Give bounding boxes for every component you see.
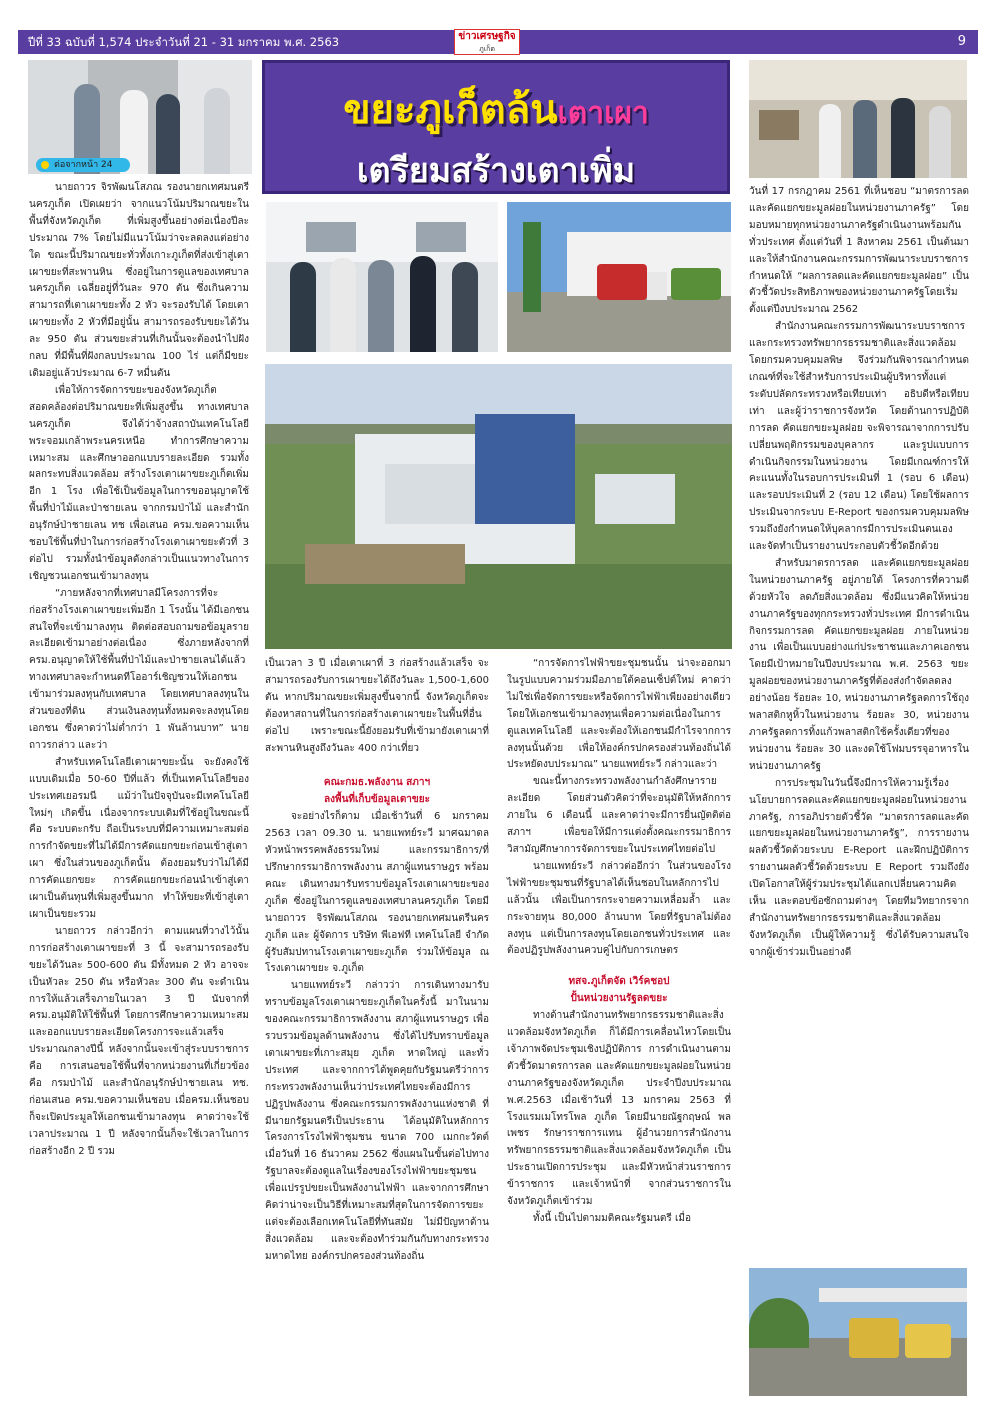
paragraph: ขณะนี้ทางกระทรวงพลังงานกำลังศึกษารายละเอียด โดยส่วนตัวคิดว่าที่จะอนุมัติให้หลักการภายใน 6 เดือนนี้ และคาดว่าจะมีการยื่นญัตติต่อสภาฯ เพื่อขอให้มีการแต่งตั้งคณะกรรมาธิการวิสามัญศึกษาการจัดการขยะในประเทศไทยต่อไป [507,776,731,855]
headline-line2: เตรียมสร้างเตาเพิ่ม [356,151,636,191]
photo-trucks-station [749,1268,967,1396]
paragraph: วันที่ 17 กรกฎาคม 2561 ที่เห็นชอบ “มาตรการลด และคัดแยกขยะมูลฝอยในหน่วยงานภาครัฐ” โดยมอบหมายทุกหน่วยงานภาครัฐดำเนินงานพร้อมกันทั่วประเทศ ตั้งแต่วันที่ 1 สิงหาคม 2561 เป็นต้นมา และให้สำนักงานคณะกรรมการพัฒนาระบบราชการกำหนดให้ “ผลการลดและคัดแยกขยะมูลฝอย” เป็นตัวชี้วัดประสิทธิภาพของหน่วยงานภาครัฐโดยเริ่มตั้งแต่ปีงบประมาณ 2562 [749,186,969,316]
photo-meeting-room [749,60,967,178]
paragraph: “การจัดการไฟฟ้าขยะชุมชนนั้น น่าจะออกมาในรูปแบบความร่วมมือภายใต้คอนเซ็ปต์ใหม่ คาดว่าไม่ใช่เพื่อจัดการขยะหรือจัดการไฟฟ้าเพียงอย่างเดียว โดยให้เอกชนเข้ามาลงทุนเพื่อความต่อเนื่องในการดูแลเทคโนโลยี และจะต้องให้เอกชนมีกำไรจากการลงทุนนั้นด้วย เพื่อให้องค์กรปกครองส่วนท้องถิ่นได้ประหยัดงบประมาณ” นายแพทย์ระวี กล่าวและว่า [507,658,731,771]
subhead-line2: ปั้นหน่วยงานรัฐลดขยะ [570,993,668,1005]
paragraph: เป็นเวลา 3 ปี เมื่อเตาเผาที่ 3 ก่อสร้างแล้วเสร็จ จะสามารถรองรับการเผาขยะได้ถึงวันละ 1,500-1,600 ตัน หากปริมาณขยะเพิ่มสูงขึ้นจากนี้ จังหวัดภูเก็ตจะต้องหาสถานที่ในการก่อสร้างเตาเผาขยะในพื้นที่อื่นต่อไป เพราะขณะนี้ยังยอมรับที่เข้ามายังเตาเผาที่สะพานหินสูงถึงวันละ 400 กว่าเที่ยว [265,658,489,754]
headline-part2: เตาเผา [557,96,649,131]
photo-aerial-incinerator [265,364,732,649]
subhead-line1: ทสจ.ภูเก็ตจัด เวิร์คชอป [568,976,670,988]
bullet-icon [41,161,49,169]
paragraph: เพื่อให้การจัดการขยะของจังหวัดภูเก็ตสอดคล้องต่อปริมาณขยะที่เพิ่มสูงขึ้น ทางเทศบาลนครภูเก็ต จึงได้ว่าจ้างสถาบันเทคโนโลยีพระจอมเกล้าพระนครเหนือ ทำการศึกษาความเหมาะสม และศึกษาออกแบบรายละเอียด รวมทั้งผลกระทบสิ่งแวดล้อม สร้างโรงเตาเผาขยะภูเก็ตเพิ่มอีก 1 โรง เพื่อใช้เป็นข้อมูลในการขออนุญาตใช้พื้นที่ป่าไม้และป่าชายเลน จากกรมป่าไม้ และสำนักอนุรักษ์ป่าชายเลน ทช เพื่อเสนอ ครม.ขอความเห็นชอบใช้พื้นที่ป่าในการก่อสร้างโรงเตาเผาขยะตัวที่ 3 ต่อไป รวมทั้งนำข้อมูลดังกล่าวเป็นแนวทางในการเชิญชวนเอกชนเข้ามาลงทุน [29,384,249,582]
article-column-4 [749,184,969,962]
paragraph: สำนักงานคณะกรรมการพัฒนาระบบราชการ และกระทรวงทรัพยากรธรรมชาติและสิ่งแวดล้อมโดยกรมควบคุมมลพิษ จึงร่วมกันพิจารณากำหนดเกณฑ์ที่จะใช้สำหรับการประเมินผู้บริหารทั้งแต่ระดับปลัดกระทรวงหรือเทียบเท่า อธิบดีหรือเทียบเท่า และผู้ว่าราชการจังหวัด โดยด้านการปฏิบัติ การลด คัดแยกขยะมูลฝอย จะพิจารณาจากการปรับเปลี่ยนพฤติกรรมของบุคลากร และรูปแบบการดำเนินกิจกรรมในหน่วยงาน โดยมีเกณฑ์การให้คะแนนทั้งในรอบการประเมินที่ 1 (รอบ 6 เดือน) และรอบประเมินที่ 2 (รอบ 12 เดือน) โดยใช้ผลการประเมินจากระบบ E-Report ของกรมควบคุมมลพิษ รวมถึงยังกำหนดให้บุคลากรมีการประเมินตนเอง และจัดทำเป็นรายงานประกอบตัวชี้วัดอีกด้วย [749,321,969,553]
logo-sub: ภูเก็ต [479,45,495,53]
headline-line1 [265,77,727,141]
photo-garbage-trucks [507,202,731,352]
logo-text: ข่าวเศรษฐกิจ [458,31,516,42]
paragraph: การประชุมในวันนี้จึงมีการให้ความรู้เรื่องนโยบายการลดและคัดแยกขยะมูลฝอยในหน่วยงานภาครัฐ, การอภิปรายตัวชี้วัด “มาตรการลดและคัดแยกขยะมูลฝอยในหน่วยงานภาครัฐ”, การรายงานผลตัวชี้วัดด้วยระบบ E-Report และฝึกปฏิบัติการรายงานผลตัวชี้วัดด้วยระบบ E Report รวมถึงยังเปิดโอกาสให้ผู้ร่วมประชุมได้แลกเปลี่ยนความคิดเห็น และตอบข้อซักถามต่างๆ โดยทีมวิทยากรจากสำนักงานทรัพยากรธรรมชาติและสิ่งแวดล้อมจังหวัดภูเก็ต เป็นผู้ให้ความรู้ ซึ่งได้รับความสนใจจากผู้เข้าร่วมเป็นอย่างดี [749,777,969,958]
paragraph: สำหรับเทคโนโลยีเตาเผาขยะนั้น จะยังคงใช้แบบเดิมเมื่อ 50-60 ปีที่แล้ว ที่เป็นเทคโนโลยีของประเทศเยอรมนี แม้ว่าในปัจจุบันจะมีเทคโนโลยีใหม่ๆ เกิดขึ้น เนื่องจากระบบเดิมที่ใช้อยู่ในขณะนี้ คือ ระบบตะกรับ ถือเป็นระบบที่มีความเหมาะสมต่อการกำจัดขยะที่ไม่ได้มีการคัดแยกขยะก่อนเข้าสู่เตาเผา ซึ่งในส่วนของภูเก็ตนั้น ต้องยอมรับว่าไม่ได้มีการคัดแยกขยะ การคัดแยกขยะก่อนนำเข้าสู่เตาเผาเป็นต้นทุนที่เพิ่มสูงขึ้นมาก ทำให้ขยะที่เข้าสู่เตาเผาเป็นขยะรวม [29,756,249,920]
continued-from-badge [36,158,130,172]
page-number: 9 [957,34,966,49]
article-column-3 [507,656,731,1228]
paragraph: สำหรับมาตรการลด และคัดแยกขยะมูลฝอยในหน่วยงานภาครัฐ อยู่ภายใต้ โครงการที่ความดีด้วยหัวใจ ลดภัยสิ่งแวดล้อม ซึ่งมีแนวคิดให้หน่วยงานภาครัฐของทุกกระทรวงทั่วประเทศ มีการดำเนินกิจกรรมการลด คัดแยกขยะมูลฝอย ภายในหน่วยงาน เพื่อเป็นแบบอย่างแก่ประชาชนและภาคเอกชน โดยมีเป้าหมายในปีงบประมาณ พ.ศ. 2563 ขยะมูลฝอยของหน่วยงานภาครัฐที่ต้องส่งกำจัดลดลงอย่างน้อย ร้อยละ 10, หน่วยงานภาครัฐลดการใช้ถุงพลาสติกหูหิ้วในหน่วยงาน ร้อยละ 30, หน่วยงานภาครัฐลดการทิ้งแก้วพลาสติกใช้ครั้งเดียวที่ของหน่วยงาน ร้อยละ 30 และงดใช้โฟมบรรจุอาหารในหน่วยงานภาครัฐ [749,557,969,772]
subhead-line2: ลงพื้นที่เก็บข้อมูลเตาขยะ [323,794,430,806]
paragraph: นายถาวร จิรพัฒนโสภณ รองนายกเทศมนตรีนครภูเก็ต เปิดเผยว่า จากแนวโน้มปริมาณขยะในพื้นที่จังหวัดภูเก็ต ที่เพิ่มสูงขึ้นอย่างต่อเนื่องปีละประมาณ 7% โดยไม่มีแนวโน้มว่าจะลดลงแต่อย่างใด ขณะนี้ปริมาณขยะทั่วทั้งเกาะภูเก็ตที่ส่งเข้าสู่เตาเผาขยะที่สะพานหิน ซึ่งอยู่ในการดูแลของเทศบาลนครภูเก็ต เฉลี่ยอยู่ที่วันละ 970 ตัน ซึ่งเกินความสามารถที่เตาเผาขยะทั้ง 2 หัว จะรองรับได้ โดยเตาเผาขยะทั้ง 2 หัวที่มีอยู่นั้น สามารถรองรับขยะได้วันละ 950 ตัน ส่วนขยะส่วนที่เกินนั้นจะต้องนำไปฝังกลบ ที่มีพื้นที่ฝังกลบประมาณ 100 ไร่ แต่ก็มีขยะเดิมอยู่แล้วประมาณ 6-7 หมื่นตัน [29,182,249,379]
issue-line: ปีที่ 33 ฉบับที่ 1,574 ประจำวันที่ 21 - 31 มกราคม พ.ศ. 2563 [28,35,340,49]
paragraph: ทางด้านสำนักงานทรัพยากรธรรมชาติและสิ่งแวดล้อมจังหวัดภูเก็ต ก็ได้มีการเคลื่อนไหวโดยเป็นเจ้าภาพจัดประชุมเชิงปฏิบัติการ การดำเนินงานตามตัวชี้วัดมาตรการลด และคัดแยกขยะมูลฝอยในหน่วยงานภาครัฐของจังหวัดภูเก็ต ประจำปีงบประมาณ พ.ศ.2563 เมื่อเช้าวันที่ 13 มกราคม 2563 ที่ โรงแรมเมโทรโพล ภูเก็ต โดยมีนายณัฐกฤษณ์ พลเพชร รักษาราชการแทน ผู้อำนวยการสำนักงานทรัพยากรธรรมชาติและสิ่งแวดล้อมจังหวัดภูเก็ต เป็นประธานเปิดการประชุม และมีหัวหน้าส่วนราชการ ข้าราชการ และเจ้าหน้าที่ จากส่วนราชการในจังหวัดภูเก็ตเข้าร่วม [507,1010,731,1208]
paragraph: ทั้งนี้ เป็นไปตามมติคณะรัฐมนตรี เมื่อ [533,1213,691,1224]
paragraph: นายถาวร กล่าวอีกว่า ตามแผนที่วางไว้นั้น การก่อสร้างเตาเผาขยะที่ 3 นี้ จะสามารถรองรับขยะได้วันละ 500-600 ตัน มีทั้งหมด 2 หัว อาจจะเป็นหัวละ 250 ตัน หรือหัวละ 300 ตัน จะดำเนินการให้แล้วเสร็จภายในเวลา 3 ปี นับจากที่ ครม.อนุมัติให้ใช้พื้นที่ โดยการศึกษาความเหมาะสมและออกแบบรายละเอียดโครงการจะแล้วเสร็จประมาณกลางปีนี้ หลังจากนั้นจะเข้าสู่ระบบราชการ คือ การเสนอขอใช้พื้นที่จากหน่วยงานที่เกี่ยวข้อง คือ กรมป่าไม้ และสำนักอนุรักษ์ป่าชายเลน ทช. ก่อนเสนอ ครม.ขอความเห็นชอบ เมื่อครม.เห็นชอบก็จะเปิดประมูลให้เอกชนเข้ามาลงทุน คาดว่าจะใช้เวลาประมาณ 1 ปี หลังจากนั้นก็จะใช้เวลาในการก่อสร้างอีก 2 ปี รวม [29,925,249,1157]
article-column-1 [29,180,249,1161]
headline-part1: ขยะภูเก็ตล้น [343,87,558,133]
continued-text: ต่อจากหน้า 24 [54,160,113,170]
headline-banner [262,60,730,194]
photo-officials-corridor [28,60,252,174]
article-column-2 [265,656,489,1266]
paragraph: นายแพทย์ระวี กล่าวว่า การเดินทางมารับทราบข้อมูลโรงเตาเผาขยะภูเก็ตในครั้งนี้ มาในนามของคณะกรรมาธิการพลังงาน สภาผู้แทนราษฎร เพื่อรวบรวมข้อมูลด้านพลังงาน ซึ่งได้ไปรับทราบข้อมูลเตาเผาขยะที่เกาะสมุย ภูเก็ต หาดใหญ่ และทั่วประเทศ และจากการได้พูดคุยกับรัฐมนตรีว่าการกระทรวงพลังงานเห็นว่าประเทศไทยจะต้องมีการปฏิรูปพลังงาน ซึ่งคณะกรรมการพลังงานแห่งชาติ ที่มีนายกรัฐมนตรีเป็นประธาน ได้อนุมัติในหลักการโครงการโรงไฟฟ้าชุมชน ขนาด 700 เมกกะวัตต์ เมื่อวันที่ 16 ธันวาคม 2562 ซึ่งแผนในขั้นต่อไปทางรัฐบาลจะต้องดูแลในเรื่องของโรงไฟฟ้าขยะชุมชนเพื่อแปรรูปขยะเป็นพลังงานไฟฟ้า และจากการศึกษาคิดว่าน่าจะเป็นวิธีที่เหมาะสมที่สุดในการจัดการขยะ แต่จะต้องเลือกเทคโนโลยีที่ทันสมัย ไม่มีปัญหาด้านสิ่งแวดล้อม และจะต้องทำร่วมกันกับทางกระทรวงมหาดไทย องค์กรปกครองส่วนท้องถิ่น [265,980,489,1262]
paragraph: นายแพทย์ระวี กล่าวต่ออีกว่า ในส่วนของโรงไฟฟ้าขยะชุมชนที่รัฐบาลได้เห็นชอบในหลักการไปแล้วนั้น เพื่อเป็นการกระจายความเหลื่อมล้ำ และกระจายทุน 80,000 ล้านบาท โดยที่รัฐบาลไม่ต้องลงทุน แต่เป็นการลงทุนโดยเอกชนทั่วประเทศ และต้องปฏิรูปพลังงานควบคู่ไปกับการเกษตร [507,860,731,957]
newspaper-logo [454,29,520,55]
subhead-line1: คณะกมธ.พลังงาน สภาฯ [323,777,431,789]
paragraph: จะอย่างไรก็ตาม เมื่อเช้าวันที่ 6 มกราคม 2563 เวลา 09.30 น. นายแพทย์ระวี มาศฉมาดล หัวหน้าพรรคพลังธรรมใหม่ และกรรมาธิการ/ที่ปรึกษากรรมาธิการพลังงาน สภาผู้แทนราษฎร พร้อมคณะ เดินทางมารับทราบข้อมูลโรงเตาเผาขยะของภูเก็ต ซึ่งอยู่ในการดูแลของเทศบาลนครภูเก็ต โดยมี นายถาวร จิรพัฒนโสภณ รองนายกเทศมนตรีนครภูเก็ต และ ผู้จัดการ บริษัท พีเอฟที เทคโนโลยี จำกัด ผู้รับสัมปทานโรงเตาเผาขยะภูเก็ต ร่วมให้ข้อมูล ณ โรงเตาเผาขยะ จ.ภูเก็ต [265,811,489,975]
photo-control-room-group [266,202,498,352]
paragraph: “ภายหลังจากที่เทศบาลมีโครงการที่จะก่อสร้างโรงเตาเผาขยะเพิ่มอีก 1 โรงนั้น ได้มีเอกชนสนใจที่จะเข้ามาลงทุน ติดต่อสอบถามขอข้อมูลรายละเอียดเข้ามาอย่างต่อเนื่อง ซึ่งภายหลังจากที่ ครม.อนุญาตให้ใช้พื้นที่ป่าไม้และป่าชายเลนได้แล้ว ทางเทศบาลจะกำหนดทีโออาร์เชิญชวนให้เอกชนเข้ามาร่วมลงทุนกับเทศบาล โดยเทศบาลลงทุนในส่วนของที่ดิน ส่วนเงินลงทุนทั้งหมดจะลงทุนโดยเอกชน ซึ่งคาดว่าไม่ต่ำกว่า 1 พันล้านบาท” นายถาวรกล่าว และว่า [29,587,249,751]
